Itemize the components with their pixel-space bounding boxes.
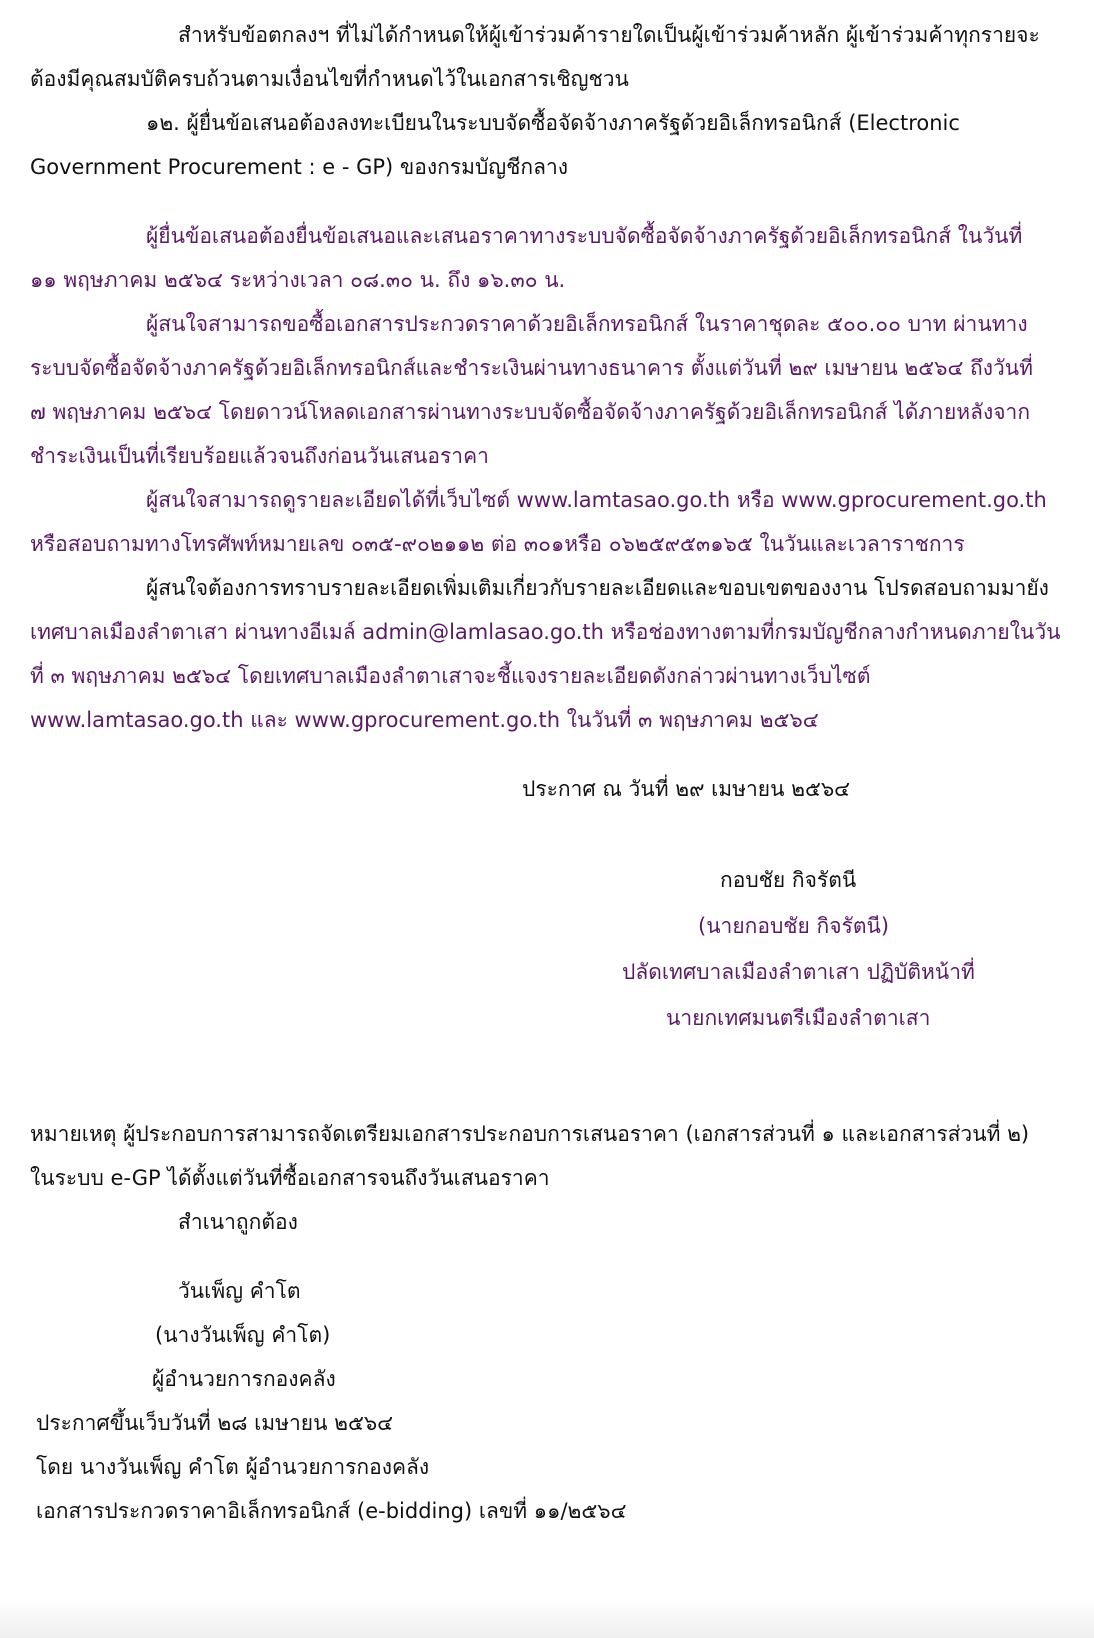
- signatory-2-fullname: (นางวันเพ็ญ คำโต): [155, 1323, 331, 1347]
- bottom-edge-shadow: [0, 1598, 1094, 1638]
- condition-paragraph-line-2: ต้องมีคุณสมบัติครบถ้วนตามเงื่อนไขที่กำหนดไว้ในเอกสารเชิญชวน: [30, 67, 629, 91]
- submission-line-2: ๑๑ พฤษภาคม ๒๕๖๔ ระหว่างเวลา ๐๘.๓๐ น. ถึง ๑๖.๓๐ น.: [30, 268, 566, 292]
- posted-date: ประกาศขึ้นเว็บวันที่ ๒๘ เมษายน ๒๕๖๔: [36, 1411, 394, 1435]
- condition-paragraph-line-1: สำหรับข้อตกลงฯ ที่ไม่ได้กำหนดให้ผู้เข้าร่วมค้ารายใดเป็นผู้เข้าร่วมค้าหลัก ผู้เข้าร่วมค้าทุกรายจะ: [178, 23, 1040, 47]
- signatory-1-fullname: (นายกอบชัย กิจรัตนี): [698, 914, 890, 938]
- inquiry-line-4: www.lamtasao.go.th และ www.gprocurement.go.th ในวันที่ ๓ พฤษภาคม ๒๕๖๔: [30, 708, 819, 732]
- submission-line-1: ผู้ยื่นข้อเสนอต้องยื่นข้อเสนอและเสนอราคาทางระบบจัดซื้อจัดจ้างภาครัฐด้วยอิเล็กทรอนิกส์ ในวันที่: [146, 224, 1023, 248]
- inquiry-line-2: เทศบาลเมืองลำตาเสา ผ่านทางอีเมล์ admin@lamlasao.go.th หรือช่องทางตามที่กรมบัญชีกลางกำหนดภายในวัน: [30, 620, 1061, 644]
- purchase-line-3: ๗ พฤษภาคม ๒๕๖๔ โดยดาวน์โหลดเอกสารผ่านทางระบบจัดซื้อจัดจ้างภาครัฐด้วยอิเล็กทรอนิกส์ ได้ภายหลังจาก: [30, 400, 1031, 424]
- inquiry-line-1: ผู้สนใจต้องการทราบรายละเอียดเพิ่มเติมเกี่ยวกับรายละเอียดและขอบเขตของงาน โปรดสอบถามมายัง: [146, 576, 1049, 600]
- announcement-date: ประกาศ ณ วันที่ ๒๙ เมษายน ๒๕๖๔: [522, 777, 851, 801]
- note-line-2: ในระบบ e-GP ได้ตั้งแต่วันที่ซื้อเอกสารจนถึงวันเสนอราคา: [30, 1166, 550, 1190]
- condition-12-line-2: Government Procurement : e - GP) ของกรมบัญชีกลาง: [30, 155, 569, 179]
- signatory-1-position-1: ปลัดเทศบาลเมืองลำตาเสา ปฏิบัติหน้าที่: [622, 960, 975, 984]
- inquiry-line-3: ที่ ๓ พฤษภาคม ๒๕๖๔ โดยเทศบาลเมืองลำตาเสาจะชี้แจงรายละเอียดดังกล่าวผ่านทางเว็บไซต์: [30, 664, 871, 688]
- document-number: เอกสารประกวดราคาอิเล็กทรอนิกส์ (e-bidding) เลขที่ ๑๑/๒๕๖๔: [36, 1499, 627, 1523]
- signatory-1-name: กอบชัย กิจรัตนี: [720, 868, 857, 892]
- purchase-line-4: ชำระเงินเป็นที่เรียบร้อยแล้วจนถึงก่อนวันเสนอราคา: [30, 444, 489, 468]
- website-line-2: หรือสอบถามทางโทรศัพท์หมายเลข ๐๓๕-๙๐๒๑๑๒ ต่อ ๓๐๑หรือ ๐๖๒๕๙๕๓๑๖๕ ในวันและเวลาราชการ: [30, 532, 965, 556]
- signatory-1-position-2: นายกเทศมนตรีเมืองลำตาเสา: [666, 1006, 931, 1030]
- signatory-2-position: ผู้อำนวยการกองคลัง: [152, 1367, 336, 1391]
- purchase-line-1: ผู้สนใจสามารถขอซื้อเอกสารประกวดราคาด้วยอิเล็กทรอนิกส์ ในราคาชุดละ ๕๐๐.๐๐ บาท ผ่านทาง: [146, 312, 1028, 336]
- website-line-1: ผู้สนใจสามารถดูรายละเอียดได้ที่เว็บไซต์ www.lamtasao.go.th หรือ www.gprocurement.go.th: [146, 488, 1047, 512]
- signatory-2-name: วันเพ็ญ คำโต: [178, 1279, 301, 1303]
- note-line-1: หมายเหตุ ผู้ประกอบการสามารถจัดเตรียมเอกสารประกอบการเสนอราคา (เอกสารส่วนที่ ๑ และเอกสารส่วนที่ ๒): [30, 1122, 1030, 1146]
- condition-12-line-1: ๑๒. ผู้ยื่นข้อเสนอต้องลงทะเบียนในระบบจัดซื้อจัดจ้างภาครัฐด้วยอิเล็กทรอนิกส์ (Electronic: [146, 111, 960, 135]
- posted-by: โดย นางวันเพ็ญ คำโต ผู้อำนวยการกองคลัง: [36, 1455, 430, 1479]
- purchase-line-2: ระบบจัดซื้อจัดจ้างภาครัฐด้วยอิเล็กทรอนิกส์และชำระเงินผ่านทางธนาคาร ตั้งแต่วันที่ ๒๙ เมษายน ๒๕๖๔ ถึงวันที่: [30, 356, 1033, 380]
- certified-copy: สำเนาถูกต้อง: [178, 1210, 298, 1234]
